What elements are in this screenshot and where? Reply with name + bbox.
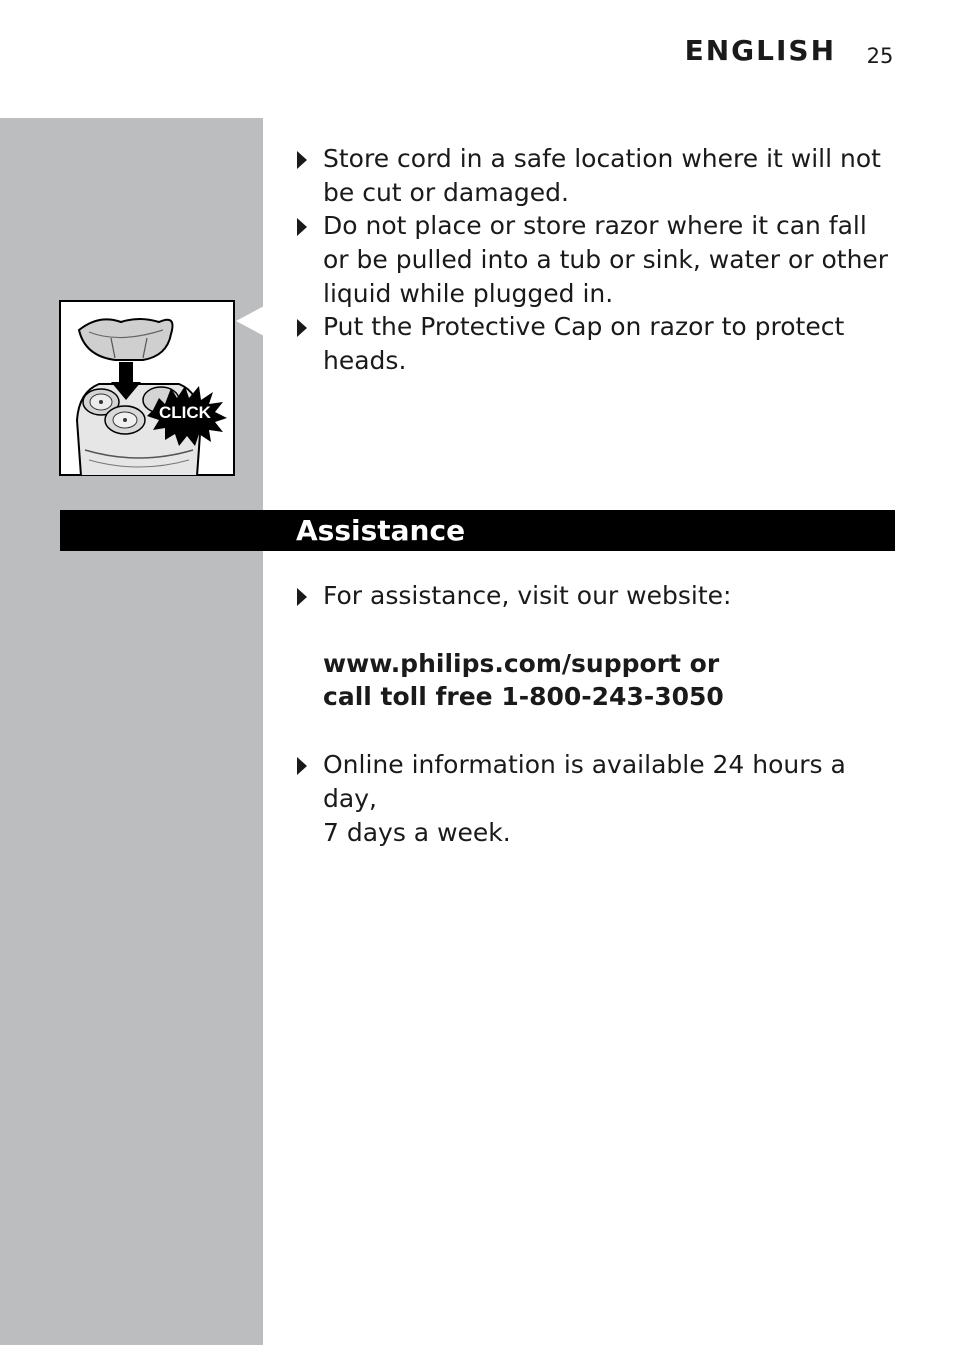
support-website[interactable]: www.philips.com/support or xyxy=(323,649,720,678)
bullet-line: be cut or damaged. xyxy=(323,178,569,207)
bullet-line: Do not place or store razor where it can fall xyxy=(323,211,867,240)
bullet-item xyxy=(296,209,896,311)
page-number: 25 xyxy=(866,44,894,68)
bullet-line: liquid while plugged in. xyxy=(323,279,614,308)
figure-pointer xyxy=(234,306,264,336)
bullet-arrow-icon xyxy=(296,218,308,236)
bullet-item xyxy=(296,748,896,850)
bullet-arrow-icon xyxy=(296,319,308,337)
bullet-arrow-icon xyxy=(296,757,308,775)
section-heading-bar xyxy=(60,510,895,551)
bullet-arrow-icon xyxy=(296,588,308,606)
bullet-line: heads. xyxy=(323,346,407,375)
bullet-item xyxy=(296,142,896,210)
support-phone: call toll free 1-800-243-3050 xyxy=(323,682,724,711)
bullet-arrow-icon xyxy=(296,151,308,169)
bullet-item xyxy=(296,310,896,378)
bullet-line: For assistance, visit our website: xyxy=(323,581,732,610)
bullet-line: or be pulled into a tub or sink, water or other xyxy=(323,245,889,274)
bullet-line: Online information is available 24 hours a day, xyxy=(323,750,846,813)
language-label: ENGLISH xyxy=(684,34,836,67)
protective-cap-illustration xyxy=(59,300,235,476)
bullet-item xyxy=(296,579,896,613)
support-contact xyxy=(323,647,883,713)
bullet-line: Put the Protective Cap on razor to protect xyxy=(323,312,845,341)
click-label: CLICK xyxy=(159,403,211,422)
bullet-line: 7 days a week. xyxy=(323,818,511,847)
bullet-line: Store cord in a safe location where it will not xyxy=(323,144,881,173)
section-heading: Assistance xyxy=(296,514,466,547)
